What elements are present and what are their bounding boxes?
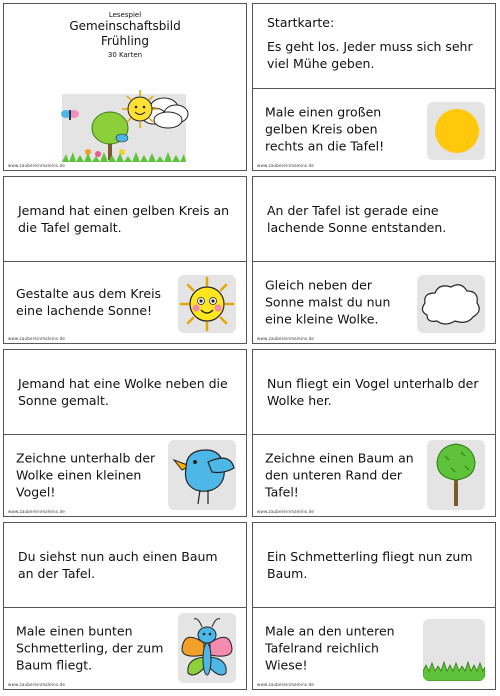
card-butterfly xyxy=(3,522,247,690)
card-footer: www.zaubereinmaleins.de xyxy=(8,163,65,168)
start-card xyxy=(252,3,496,171)
game-label: Lesespiel xyxy=(108,11,142,19)
card-count: 30 Karten xyxy=(107,51,143,59)
question-text: Jemand hat einen gelben Kreis an die Tafel gemalt. xyxy=(18,203,230,235)
card-bird xyxy=(3,349,247,517)
picture-box xyxy=(168,440,236,510)
card-footer: www.zaubereinmaleins.de xyxy=(257,682,314,687)
task-area xyxy=(253,607,495,689)
tree-icon xyxy=(427,440,485,510)
picture-box xyxy=(427,102,485,160)
question-text: Nun fliegt ein Vogel unterhalb der Wolke her. xyxy=(267,376,479,408)
question-area xyxy=(253,350,495,435)
card-footer: www.zaubereinmaleins.de xyxy=(8,336,65,341)
title-illustration-area xyxy=(4,88,246,170)
start-intro: Es geht los. Jeder muss sich sehr viel Mühe geben. xyxy=(267,39,473,71)
task-text: Gestalte aus dem Kreis eine lachende Sonne! xyxy=(16,286,162,318)
card-meadow xyxy=(252,522,496,690)
question-area xyxy=(4,177,246,262)
task-text: Zeichne einen Baum an den unteren Rand der Tafel! xyxy=(265,450,414,500)
task-text: Male an den unteren Tafelrand reichlich Wiese! xyxy=(265,623,395,673)
picture-box xyxy=(427,440,485,510)
task-area xyxy=(253,261,495,343)
title-card xyxy=(3,3,247,171)
picture-box xyxy=(423,619,485,681)
title-line-1: Gemeinschaftsbild xyxy=(69,19,181,33)
picture-box xyxy=(417,275,485,333)
meadow-icon xyxy=(423,619,485,681)
card-sun xyxy=(3,176,247,344)
title-block xyxy=(4,4,246,88)
spring-scene-icon xyxy=(4,88,248,170)
yellow-circle-icon xyxy=(427,102,485,160)
title-line-2: Frühling xyxy=(100,34,150,48)
task-area xyxy=(4,434,246,516)
question-area xyxy=(253,177,495,262)
smiling-sun-icon xyxy=(178,275,236,333)
start-card-top xyxy=(253,4,495,89)
question-area xyxy=(4,350,246,435)
picture-box xyxy=(178,613,236,683)
card-cloud xyxy=(252,176,496,344)
butterfly-icon xyxy=(178,613,236,683)
task-text: Zeichne unterhalb der Wolke einen kleinen Vogel! xyxy=(16,450,156,500)
card-footer: www.zaubereinmaleins.de xyxy=(8,682,65,687)
task-area xyxy=(4,607,246,689)
card-footer: www.zaubereinmaleins.de xyxy=(257,163,314,168)
start-heading: Startkarte: xyxy=(267,15,335,30)
question-text: Du siehst nun auch einen Baum an der Tafel. xyxy=(18,549,218,581)
bird-icon xyxy=(168,440,236,510)
task-text: Male einen bunten Schmetterling, der zum Baum fliegt. xyxy=(16,623,164,673)
cloud-icon xyxy=(417,275,485,333)
card-footer: www.zaubereinmaleins.de xyxy=(8,509,65,514)
task-area xyxy=(253,434,495,516)
question-text: Jemand hat eine Wolke neben die Sonne gemalt. xyxy=(18,376,228,408)
question-area xyxy=(4,523,246,608)
question-text: Ein Schmetterling fliegt nun zum Baum. xyxy=(267,549,473,581)
question-text: An der Tafel ist gerade eine lachende Sonne entstanden. xyxy=(267,203,447,235)
question-area xyxy=(253,523,495,608)
task-text: Male einen großen gelben Kreis oben rechts an die Tafel! xyxy=(265,104,385,154)
task-area xyxy=(4,261,246,343)
card-footer: www.zaubereinmaleins.de xyxy=(257,509,314,514)
card-footer: www.zaubereinmaleins.de xyxy=(257,336,314,341)
start-card-bottom xyxy=(253,88,495,170)
card-tree xyxy=(252,349,496,517)
picture-box xyxy=(178,275,236,333)
task-text: Gleich neben der Sonne malst du nun eine kleine Wolke. xyxy=(265,277,391,327)
